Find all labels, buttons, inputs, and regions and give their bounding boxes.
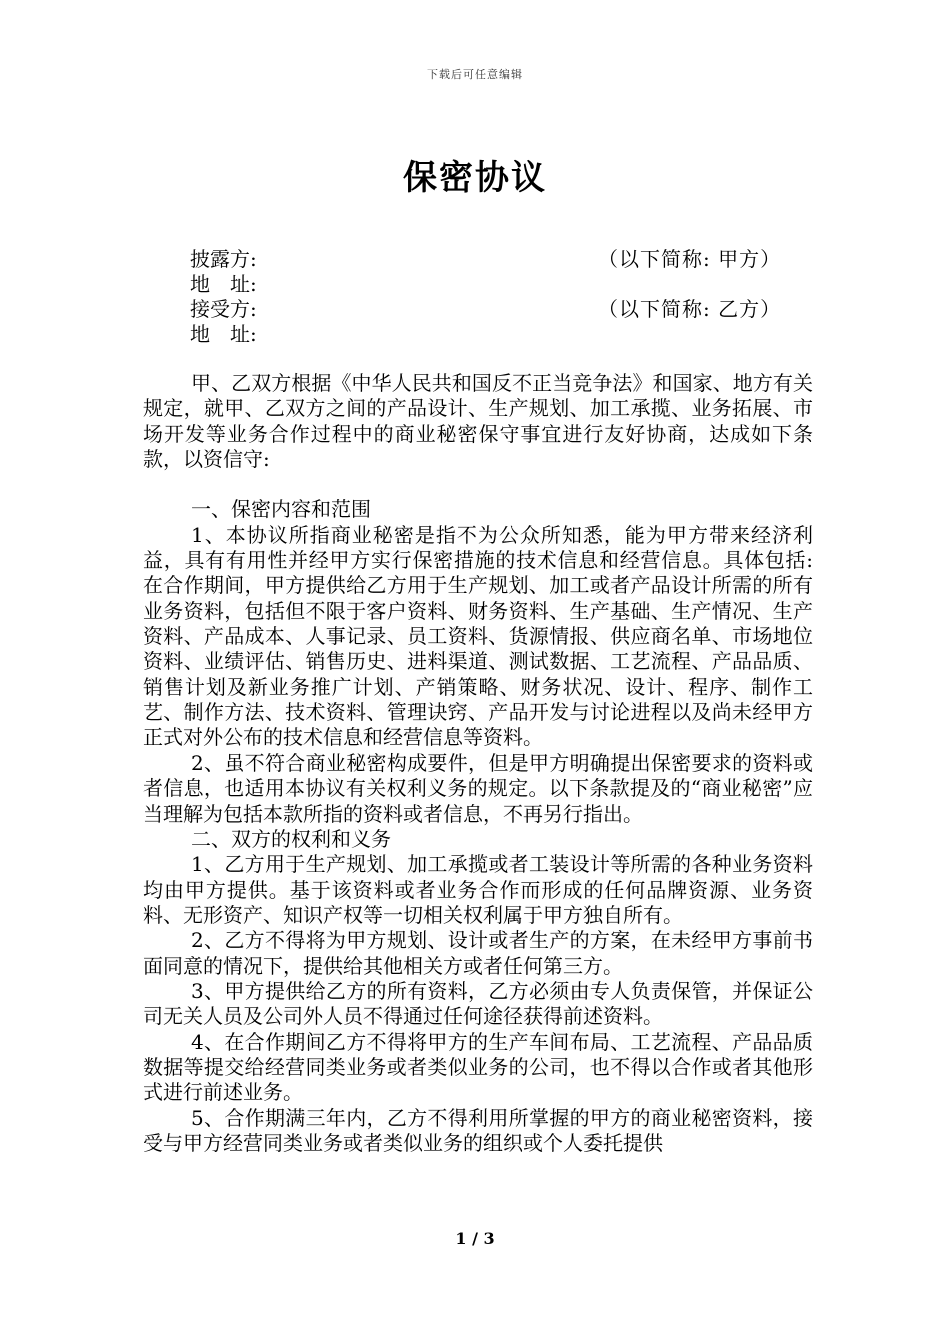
discloser-note: （以下简称: 甲方）	[598, 247, 782, 271]
recipient-row	[190, 297, 790, 322]
header-note: 下载后可任意编辑	[427, 68, 523, 81]
recipient-address-label: 地 址:	[190, 322, 257, 346]
agreement-body	[143, 371, 813, 1156]
section-2-clause-1: 1、乙方用于生产规划、加工承揽或者工装设计等所需的各种业务资料均由甲方提供。基于该资料或者业务合作而形成的任何品牌资源、业务资料、无形资产、知识产权等一切相关权利属于甲方独自所有。	[143, 852, 813, 927]
section-2-clause-2: 2、乙方不得将为甲方规划、设计或者生产的方案，在未经甲方事前书面同意的情况下，提供给其他相关方或者任何第三方。	[143, 928, 813, 978]
section-1-clause-1: 1、本协议所指商业秘密是指不为公众所知悉，能为甲方带来经济利益，具有有用性并经甲方实行保密措施的技术信息和经营信息。具体包括: 在合作期间，甲方提供给乙方用于生产规划、加工或者产品设计所需的所有业务资料，包括但不限于客户资料、财务资料、生产基础、生产情况、生产资料、产品成本、人事记录、员工资料、货源情报、供应商名单、市场地位资料、业绩评估、销售历史、进料渠道、测试数据、工艺流程、产品品质、销售计划及新业务推广计划、产销策略、财务状况、设计、程序、制作工艺、制作方法、技术资料、管理诀窍、产品开发与讨论进程以及尚未经甲方正式对外公布的技术信息和经营信息等资料。	[143, 522, 813, 750]
discloser-address-row	[190, 272, 790, 297]
page-number: 1 / 3	[455, 1229, 495, 1248]
document-title: 保密协议	[403, 158, 547, 198]
discloser-row	[190, 247, 790, 272]
discloser-label: 披露方:	[190, 247, 257, 271]
section-2-clause-3: 3、甲方提供给乙方的所有资料，乙方必须由专人负责保管，并保证公司无关人员及公司外人员不得通过任何途径获得前述资料。	[143, 978, 813, 1029]
section-2-clause-4: 4、在合作期间乙方不得将甲方的生产车间布局、工艺流程、产品品质数据等提交给经营同类业务或者类似业务的公司，也不得以合作或者其他形式进行前述业务。	[143, 1029, 813, 1105]
discloser-address-label: 地 址:	[190, 272, 257, 296]
recipient-note: （以下简称: 乙方）	[598, 297, 782, 321]
section-1-heading: 一、保密内容和范围	[191, 497, 371, 522]
recipient-address-row	[190, 322, 790, 347]
party-info-block	[190, 247, 790, 347]
intro-paragraph: 甲、乙双方根据《中华人民共和国反不正当竞争法》和国家、地方有关规定，就甲、乙双方之间的产品设计、生产规划、加工承揽、业务拓展、市场开发等业务合作过程中的商业秘密保守事宜进行友好协商，达成如下条款，以资信守:	[143, 371, 813, 472]
section-2-heading: 二、双方的权利和义务	[191, 826, 391, 851]
section-2-clause-5: 5、合作期满三年内，乙方不得利用所掌握的甲方的商业秘密资料，接受与甲方经营同类业务或者类似业务的组织或个人委托提供	[143, 1105, 813, 1155]
section-1-clause-2: 2、虽不符合商业秘密构成要件，但是甲方明确提出保密要求的资料或者信息，也适用本协议有关权利义务的规定。以下条款提及的“商业秘密”应当理解为包括本款所指的资料或者信息，不再另行指出。	[143, 750, 813, 826]
recipient-label: 接受方:	[190, 297, 257, 321]
